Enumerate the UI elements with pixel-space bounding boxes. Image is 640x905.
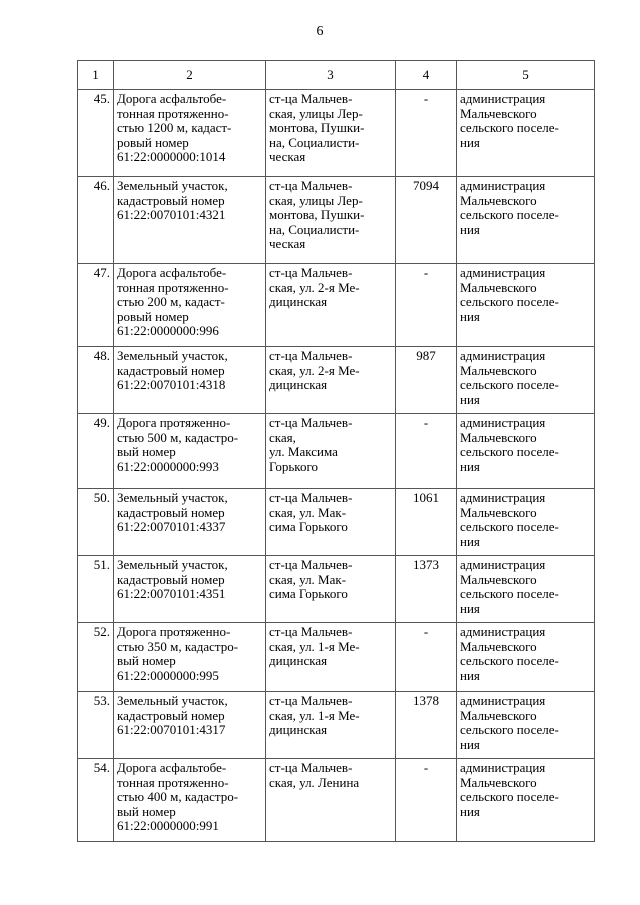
cell-text-line: Дорога асфальтобе- bbox=[117, 265, 227, 280]
row-number-cell: 53. bbox=[78, 692, 114, 759]
cell-text-line: ская, улицы Лер- bbox=[269, 192, 363, 208]
cell-text-line: вый номер bbox=[117, 653, 176, 669]
owner-cell bbox=[457, 414, 595, 489]
cell-text-line: Мальчевского bbox=[460, 362, 537, 378]
cell-text-line: сельского поселе- bbox=[460, 377, 559, 393]
cell-text-line: тонная протяженно- bbox=[117, 279, 229, 295]
object-name-cell bbox=[114, 264, 266, 347]
column-header: 5 bbox=[457, 61, 595, 90]
cell-text-line: сима Горького bbox=[269, 586, 348, 602]
cell-text-line: Дорога асфальтобе- bbox=[117, 91, 227, 106]
cell-text-line: Дорога протяженно- bbox=[117, 624, 231, 639]
table-row bbox=[78, 759, 595, 842]
cell-text-line: Мальчевского bbox=[460, 105, 537, 121]
cell-text-line: Дорога асфальтобе- bbox=[117, 760, 227, 775]
address-cell bbox=[266, 759, 396, 842]
cell-text-line: ния bbox=[460, 221, 480, 237]
row-number-cell: 54. bbox=[78, 759, 114, 842]
table-row bbox=[78, 489, 595, 556]
address-cell bbox=[266, 414, 396, 489]
cell-text-line: вый номер bbox=[117, 803, 176, 819]
cell-text-line: 61:22:0000000:996 bbox=[117, 323, 219, 339]
cell-text-line: сельского поселе- bbox=[460, 120, 559, 136]
owner-cell bbox=[457, 177, 595, 264]
area-cell: 1378 bbox=[396, 692, 457, 759]
owner-cell bbox=[457, 264, 595, 347]
owner-cell bbox=[457, 556, 595, 623]
cell-text-line: Земельный участок, bbox=[117, 693, 228, 708]
address-cell bbox=[266, 623, 396, 692]
object-name-cell bbox=[114, 623, 266, 692]
cell-text-line: администрация bbox=[460, 760, 546, 775]
row-number-cell: 50. bbox=[78, 489, 114, 556]
cell-text-line: стью 400 м, кадастро- bbox=[117, 789, 239, 805]
cell-text-line: ст-ца Мальчев- bbox=[269, 490, 353, 505]
cell-text-line: ст-ца Мальчев- bbox=[269, 265, 353, 280]
cell-text-line: Мальчевского bbox=[460, 192, 537, 208]
column-header: 2 bbox=[114, 61, 266, 90]
row-number-cell: 45. bbox=[78, 90, 114, 177]
cell-text-line: сельского поселе- bbox=[460, 586, 559, 602]
cell-text-line: администрация bbox=[460, 490, 546, 505]
column-header: 4 bbox=[396, 61, 457, 90]
cell-text-line: ская, ул. Мак- bbox=[269, 571, 347, 587]
cell-text-line: администрация bbox=[460, 693, 546, 708]
cell-text-line: Земельный участок, bbox=[117, 490, 228, 505]
cell-text-line: стью 350 м, кадастро- bbox=[117, 638, 239, 654]
cell-text-line: ст-ца Мальчев- bbox=[269, 760, 353, 775]
cell-text-line: администрация bbox=[460, 348, 546, 363]
object-name-cell bbox=[114, 414, 266, 489]
area-cell: 1373 bbox=[396, 556, 457, 623]
cell-text-line: ния bbox=[460, 308, 480, 324]
cell-text-line: 61:22:0000000:1014 bbox=[117, 149, 226, 165]
address-cell bbox=[266, 347, 396, 414]
cell-text-line: ния bbox=[460, 667, 480, 683]
cell-text-line: ческая bbox=[269, 149, 306, 165]
cell-text-line: ровый номер bbox=[117, 134, 189, 150]
cell-text-line: Мальчевского bbox=[460, 279, 537, 295]
cell-text-line: Земельный участок, bbox=[117, 178, 228, 193]
cell-text-line: стью 500 м, кадастро- bbox=[117, 429, 239, 445]
cell-text-line: ская, ул. Мак- bbox=[269, 504, 347, 520]
cell-text-line: Земельный участок, bbox=[117, 557, 228, 572]
table-row bbox=[78, 623, 595, 692]
cell-text-line: ст-ца Мальчев- bbox=[269, 415, 353, 430]
cell-text-line: администрация bbox=[460, 91, 546, 106]
table-row bbox=[78, 90, 595, 177]
area-cell: - bbox=[396, 264, 457, 347]
cell-text-line: сельского поселе- bbox=[460, 653, 559, 669]
cell-text-line: дицинская bbox=[269, 722, 328, 738]
owner-cell bbox=[457, 759, 595, 842]
area-cell: - bbox=[396, 90, 457, 177]
row-number-cell: 52. bbox=[78, 623, 114, 692]
area-cell: - bbox=[396, 623, 457, 692]
cell-text-line: Мальчевского bbox=[460, 571, 537, 587]
cell-text-line: тонная протяженно- bbox=[117, 105, 229, 121]
cell-text-line: кадастровый номер bbox=[117, 362, 225, 378]
address-cell bbox=[266, 489, 396, 556]
cell-text-line: тонная протяженно- bbox=[117, 774, 229, 790]
cell-text-line: сельского поселе- bbox=[460, 519, 559, 535]
row-number-cell: 49. bbox=[78, 414, 114, 489]
cell-text-line: сельского поселе- bbox=[460, 294, 559, 310]
cell-text-line: ст-ца Мальчев- bbox=[269, 348, 353, 363]
cell-text-line: ст-ца Мальчев- bbox=[269, 557, 353, 572]
row-number-cell: 46. bbox=[78, 177, 114, 264]
cell-text-line: дицинская bbox=[269, 377, 328, 393]
cell-text-line: дицинская bbox=[269, 653, 328, 669]
object-name-cell bbox=[114, 489, 266, 556]
table-row bbox=[78, 692, 595, 759]
cell-text-line: сельского поселе- bbox=[460, 722, 559, 738]
cell-text-line: ния bbox=[460, 736, 480, 752]
address-cell bbox=[266, 90, 396, 177]
cell-text-line: стью 1200 м, кадаст- bbox=[117, 120, 232, 136]
cell-text-line: ул. Максима bbox=[269, 444, 338, 460]
cell-text-line: ст-ца Мальчев- bbox=[269, 91, 353, 106]
object-name-cell bbox=[114, 90, 266, 177]
cell-text-line: ская, ул. Ленина bbox=[269, 774, 360, 790]
cell-text-line: ровый номер bbox=[117, 308, 189, 324]
cell-text-line: кадастровый номер bbox=[117, 192, 225, 208]
cell-text-line: ская, ул. 1-я Ме- bbox=[269, 707, 360, 723]
cell-text-line: Мальчевского bbox=[460, 774, 537, 790]
cell-text-line: администрация bbox=[460, 178, 546, 193]
cell-text-line: ст-ца Мальчев- bbox=[269, 178, 353, 193]
cell-text-line: ния bbox=[460, 458, 480, 474]
area-cell: 1061 bbox=[396, 489, 457, 556]
cell-text-line: ния bbox=[460, 533, 480, 549]
row-number-cell: 51. bbox=[78, 556, 114, 623]
cell-text-line: ская, bbox=[269, 429, 296, 445]
cell-text-line: ская, улицы Лер- bbox=[269, 105, 363, 121]
cell-text-line: на, Социалисти- bbox=[269, 221, 360, 237]
property-table bbox=[77, 60, 595, 842]
cell-text-line: Мальчевского bbox=[460, 707, 537, 723]
cell-text-line: ния bbox=[460, 600, 480, 616]
cell-text-line: сима Горького bbox=[269, 519, 348, 535]
cell-text-line: вый номер bbox=[117, 444, 176, 460]
cell-text-line: 61:22:0070101:4351 bbox=[117, 586, 226, 602]
address-cell bbox=[266, 692, 396, 759]
table-row bbox=[78, 264, 595, 347]
object-name-cell bbox=[114, 759, 266, 842]
address-cell bbox=[266, 264, 396, 347]
cell-text-line: ская, ул. 2-я Ме- bbox=[269, 279, 360, 295]
address-cell bbox=[266, 177, 396, 264]
row-number-cell: 47. bbox=[78, 264, 114, 347]
cell-text-line: сельского поселе- bbox=[460, 444, 559, 460]
cell-text-line: администрация bbox=[460, 557, 546, 572]
cell-text-line: ст-ца Мальчев- bbox=[269, 693, 353, 708]
cell-text-line: Мальчевского bbox=[460, 504, 537, 520]
cell-text-line: Мальчевского bbox=[460, 638, 537, 654]
cell-text-line: ния bbox=[460, 391, 480, 407]
cell-text-line: сельского поселе- bbox=[460, 789, 559, 805]
cell-text-line: ская, ул. 1-я Ме- bbox=[269, 638, 360, 654]
owner-cell bbox=[457, 347, 595, 414]
cell-text-line: Земельный участок, bbox=[117, 348, 228, 363]
table-header-row bbox=[78, 61, 595, 90]
cell-text-line: на, Социалисти- bbox=[269, 134, 360, 150]
cell-text-line: стью 200 м, кадаст- bbox=[117, 294, 225, 310]
column-header: 3 bbox=[266, 61, 396, 90]
cell-text-line: монтова, Пушки- bbox=[269, 120, 365, 136]
cell-text-line: 61:22:0070101:4318 bbox=[117, 377, 226, 393]
cell-text-line: администрация bbox=[460, 624, 546, 639]
cell-text-line: администрация bbox=[460, 265, 546, 280]
cell-text-line: ния bbox=[460, 803, 480, 819]
cell-text-line: Горького bbox=[269, 458, 318, 474]
owner-cell bbox=[457, 90, 595, 177]
cell-text-line: 61:22:0070101:4321 bbox=[117, 207, 226, 223]
cell-text-line: 61:22:0000000:993 bbox=[117, 458, 219, 474]
object-name-cell bbox=[114, 347, 266, 414]
cell-text-line: администрация bbox=[460, 415, 546, 430]
cell-text-line: дицинская bbox=[269, 294, 328, 310]
table-body bbox=[78, 90, 595, 842]
area-cell: - bbox=[396, 759, 457, 842]
page-number: 6 bbox=[316, 24, 324, 39]
cell-text-line: кадастровый номер bbox=[117, 707, 225, 723]
column-header: 1 bbox=[78, 61, 114, 90]
area-cell: - bbox=[396, 414, 457, 489]
cell-text-line: монтова, Пушки- bbox=[269, 207, 365, 223]
cell-text-line: ческая bbox=[269, 236, 306, 252]
cell-text-line: кадастровый номер bbox=[117, 571, 225, 587]
cell-text-line: ская, ул. 2-я Ме- bbox=[269, 362, 360, 378]
owner-cell bbox=[457, 623, 595, 692]
area-cell: 987 bbox=[396, 347, 457, 414]
object-name-cell bbox=[114, 556, 266, 623]
cell-text-line: 61:22:0070101:4317 bbox=[117, 722, 226, 738]
owner-cell bbox=[457, 489, 595, 556]
owner-cell bbox=[457, 692, 595, 759]
table-row bbox=[78, 414, 595, 489]
area-cell: 7094 bbox=[396, 177, 457, 264]
cell-text-line: Мальчевского bbox=[460, 429, 537, 445]
cell-text-line: 61:22:0000000:991 bbox=[117, 818, 219, 834]
address-cell bbox=[266, 556, 396, 623]
cell-text-line: кадастровый номер bbox=[117, 504, 225, 520]
table-row bbox=[78, 177, 595, 264]
table-row bbox=[78, 556, 595, 623]
cell-text-line: 61:22:0070101:4337 bbox=[117, 519, 226, 535]
cell-text-line: ст-ца Мальчев- bbox=[269, 624, 353, 639]
table-row bbox=[78, 347, 595, 414]
cell-text-line: 61:22:0000000:995 bbox=[117, 667, 219, 683]
row-number-cell: 48. bbox=[78, 347, 114, 414]
object-name-cell bbox=[114, 692, 266, 759]
cell-text-line: ния bbox=[460, 134, 480, 150]
cell-text-line: Дорога протяженно- bbox=[117, 415, 231, 430]
object-name-cell bbox=[114, 177, 266, 264]
cell-text-line: сельского поселе- bbox=[460, 207, 559, 223]
